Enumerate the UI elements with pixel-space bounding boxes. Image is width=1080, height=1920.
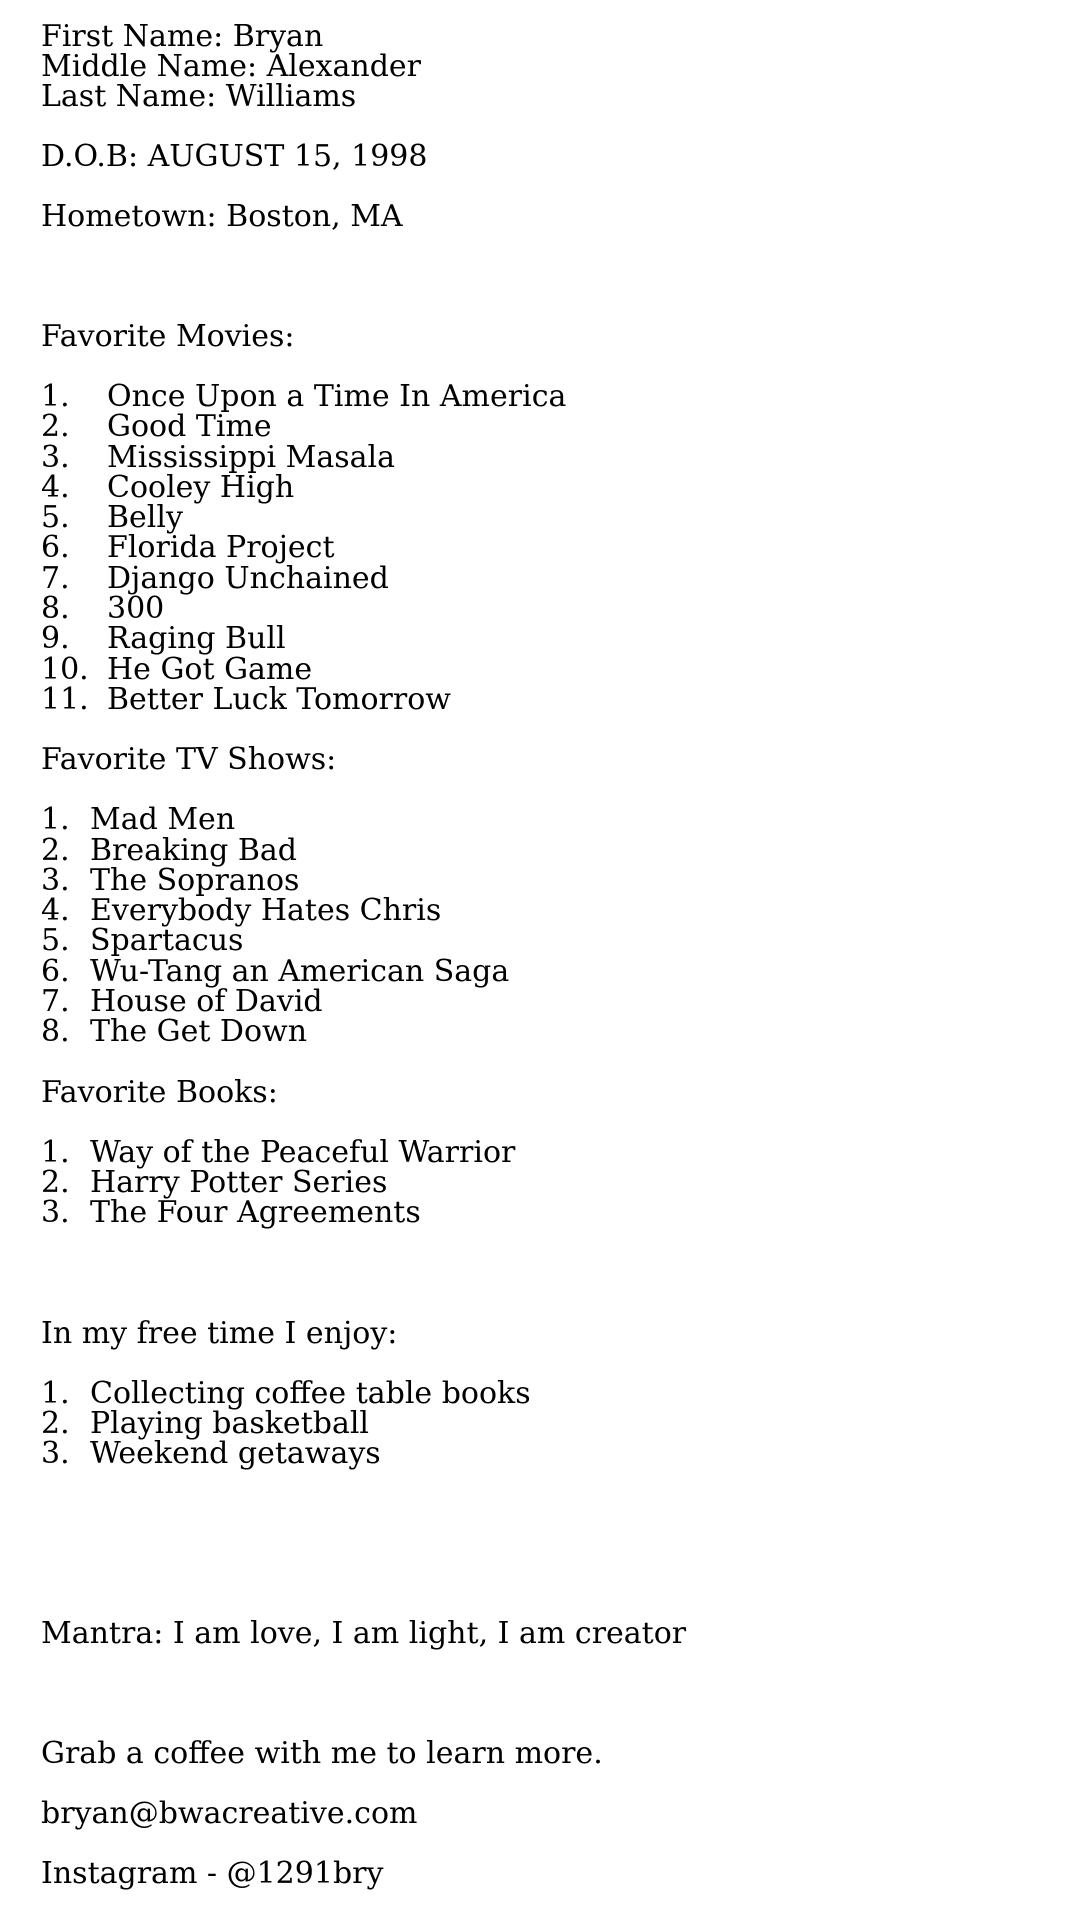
list-item <box>41 530 1061 566</box>
books-list <box>41 1134 1061 1231</box>
middle-name: Middle Name: Alexander <box>41 49 422 84</box>
hometown: Hometown: Boston, MA <box>41 199 403 234</box>
list-item <box>41 1014 1061 1050</box>
list-item <box>41 1436 1061 1472</box>
list-item <box>41 379 1061 414</box>
list-number: 3. <box>41 862 70 898</box>
list-text: The Get Down <box>90 1014 308 1050</box>
movies-heading: Favorite Movies: <box>41 319 295 354</box>
list-number: 8. <box>41 1014 70 1050</box>
list-number: 2. <box>41 1164 70 1200</box>
list-item <box>41 984 1061 1020</box>
mantra: Mantra: I am love, I am light, I am creator <box>41 1616 687 1652</box>
coffee-invite: Grab a coffee with me to learn more. <box>41 1736 603 1772</box>
list-item <box>41 469 1061 505</box>
shows-heading: Favorite TV Shows: <box>41 742 337 778</box>
list-number: 10. <box>41 651 89 687</box>
list-item <box>41 409 1061 445</box>
list-item <box>41 1375 1061 1411</box>
last-name: Last Name: Williams <box>41 79 357 114</box>
list-text: Playing basketball <box>90 1405 370 1441</box>
hobbies-list <box>41 1375 1061 1472</box>
list-item <box>41 802 1061 838</box>
first-name: First Name: Bryan <box>41 19 324 54</box>
list-text: The Four Agreements <box>90 1195 421 1231</box>
list-item <box>41 621 1061 657</box>
name-block <box>41 19 1061 114</box>
list-number: 11. <box>41 681 89 717</box>
list-number: 2. <box>41 1405 70 1441</box>
list-item <box>41 893 1061 929</box>
list-item <box>41 500 1061 536</box>
list-number: 6. <box>41 953 70 989</box>
list-text: Belly <box>107 500 183 536</box>
list-text: Spartacus <box>90 923 244 959</box>
list-text: Florida Project <box>107 530 335 566</box>
date-of-birth: D.O.B: AUGUST 15, 1998 <box>41 139 428 174</box>
list-item <box>41 651 1061 687</box>
list-number: 5. <box>41 500 70 536</box>
list-text: Mississippi Masala <box>107 439 395 475</box>
list-number: 7. <box>41 984 70 1020</box>
list-text: Cooley High <box>107 469 295 505</box>
list-item <box>41 439 1061 475</box>
list-text: Wu-Tang an American Saga <box>90 953 510 989</box>
list-number: 7. <box>41 560 70 596</box>
list-text: Harry Potter Series <box>90 1164 388 1200</box>
list-item <box>41 953 1061 989</box>
list-number: 3. <box>41 1195 70 1231</box>
list-text: Way of the Peaceful Warrior <box>90 1134 516 1170</box>
list-number: 1. <box>41 802 70 838</box>
list-text: Django Unchained <box>107 560 389 596</box>
books-heading: Favorite Books: <box>41 1074 278 1110</box>
list-number: 5. <box>41 923 70 959</box>
list-text: Everybody Hates Chris <box>90 893 442 929</box>
list-number: 6. <box>41 530 70 566</box>
hobbies-heading: In my free time I enjoy: <box>41 1315 398 1351</box>
list-text: Mad Men <box>90 802 236 838</box>
list-number: 1. <box>41 1134 70 1170</box>
list-text: Breaking Bad <box>90 832 297 868</box>
list-text: 300 <box>107 591 165 627</box>
email-address: bryan@bwacreative.com <box>41 1796 418 1832</box>
list-item <box>41 1405 1061 1441</box>
list-text: He Got Game <box>107 651 313 687</box>
list-number: 1. <box>41 1375 70 1411</box>
list-number: 3. <box>41 1436 70 1472</box>
list-text: Raging Bull <box>107 621 286 657</box>
list-number: 1. <box>41 379 70 414</box>
list-text: House of David <box>90 984 323 1020</box>
list-item <box>41 923 1061 959</box>
shows-list <box>41 802 1061 1050</box>
list-number: 3. <box>41 439 70 475</box>
list-text: The Sopranos <box>90 862 300 898</box>
list-item <box>41 1195 1061 1231</box>
list-number: 4. <box>41 469 70 505</box>
list-item <box>41 1134 1061 1170</box>
list-text: Good Time <box>107 409 272 445</box>
list-item <box>41 681 1061 717</box>
list-item <box>41 560 1061 596</box>
list-number: 4. <box>41 893 70 929</box>
list-number: 8. <box>41 591 70 627</box>
list-text: Collecting coffee table books <box>90 1375 531 1411</box>
list-number: 9. <box>41 621 70 657</box>
list-item <box>41 832 1061 868</box>
list-number: 2. <box>41 832 70 868</box>
list-item <box>41 1164 1061 1200</box>
list-number: 2. <box>41 409 70 445</box>
list-item <box>41 862 1061 898</box>
list-text: Better Luck Tomorrow <box>107 681 451 717</box>
list-item <box>41 591 1061 627</box>
instagram-handle: Instagram - @1291bry <box>41 1856 384 1892</box>
list-text: Weekend getaways <box>90 1436 381 1472</box>
document-page <box>41 19 1061 1892</box>
list-text: Once Upon a Time In America <box>107 379 567 414</box>
movies-list <box>41 379 1061 717</box>
